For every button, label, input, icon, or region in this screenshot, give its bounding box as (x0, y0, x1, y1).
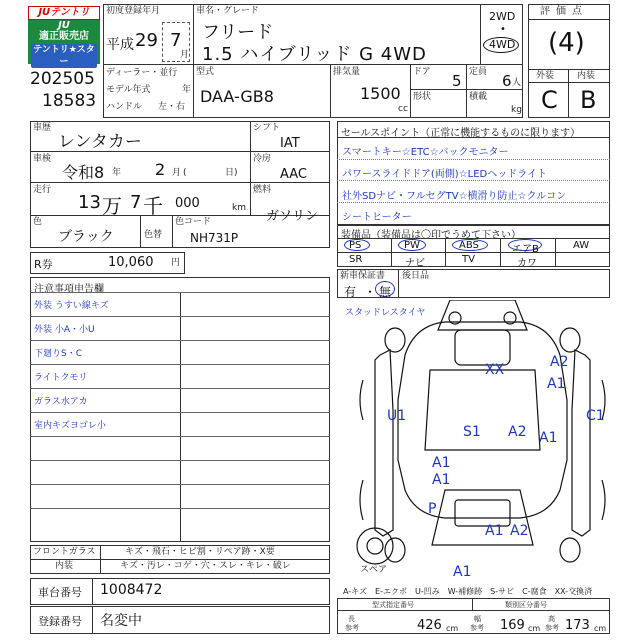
recycle-value: 10,060 (108, 255, 154, 270)
shift-value: IAT (280, 136, 300, 151)
mileage-man-unit: 万 (102, 194, 122, 218)
width-value: 169 (500, 618, 525, 633)
damage-mark: P (428, 501, 437, 517)
recycle-label: R券 (34, 258, 53, 271)
car-name: フリード (202, 22, 274, 43)
score-value: (4) (548, 28, 585, 58)
front-glass-value: キズ・飛石・ヒビ割・リペア跡・X要 (125, 547, 275, 557)
logo-dealer-line2: 適正販売店 (39, 31, 89, 42)
damage-mark: A1 (485, 523, 504, 539)
logo (28, 6, 100, 67)
height-label: 高 (548, 615, 555, 623)
damage-mark: A2 (508, 424, 527, 440)
inspection-era: 令和8 (62, 163, 105, 182)
score-label: 評価点 (540, 6, 588, 17)
mileage-rest: 000 (175, 196, 200, 211)
note-item: 外装 小A・小U (34, 325, 95, 335)
capacity-unit: 人 (512, 78, 522, 88)
type-designation-caption: 型式指定番号 (372, 601, 414, 609)
color-code: NH731P (190, 231, 239, 245)
damage-mark: A1 (432, 472, 451, 488)
damage-mark: A1 (539, 430, 558, 446)
car-right-side (572, 350, 590, 536)
interior-label: 内装 (55, 561, 74, 571)
note-item: 外装 うすい線キズ (34, 301, 109, 311)
color-label: 色 (33, 217, 43, 227)
note-item: 下廻りS・C (34, 349, 82, 359)
loading-unit: kg (511, 105, 522, 115)
length-sub: 参考 (345, 624, 359, 632)
spare-label: スペア (360, 565, 388, 575)
capacity-label: 定員 (469, 67, 488, 77)
first-reg-year: 29 (135, 30, 158, 51)
recycle-unit: 円 (171, 258, 181, 268)
damage-mark: A1 (547, 376, 566, 392)
shape-label: 形状 (413, 92, 432, 102)
notes-title: 注意事項申告欄 (34, 284, 104, 295)
first-reg-era: 平成 (106, 37, 134, 53)
equip-navi: ナビ (405, 258, 425, 269)
category-caption: 類別区分番号 (505, 601, 547, 609)
drive-4wd: 4WD (489, 38, 516, 51)
repaint-label: 色替 (144, 230, 163, 240)
inspection-month-unit: 月 (172, 168, 182, 178)
inspection-year-unit: 年 (112, 168, 122, 178)
score-int: B (580, 86, 597, 114)
loading-label: 積載 (469, 92, 488, 102)
registration-label: 登録番号 (38, 615, 82, 628)
mileage-label: 走行 (33, 185, 52, 195)
warranty-no: 無 (379, 285, 392, 299)
height-sub: 参考 (545, 624, 559, 632)
registration-value: 名変中 (100, 613, 142, 629)
doors-label: ドア (413, 67, 431, 77)
model-year-unit: 年 (182, 85, 192, 95)
model-year-label: モデル年式 (106, 85, 151, 95)
height-unit: cm (594, 624, 607, 633)
equip-tv: TV (462, 254, 475, 265)
car-front (438, 300, 527, 330)
inspection-day-open: ( (183, 168, 187, 178)
history-label: 車歴 (33, 123, 52, 133)
height-value: 173 (565, 618, 590, 633)
mileage-sen-unit: 千 (143, 194, 163, 218)
sales-point-item: パワースライドドア(両側)☆LEDヘッドライト (342, 169, 547, 180)
fuel-label: 燃料 (253, 185, 272, 195)
mileage-sen: 7 (130, 192, 142, 213)
shift-label: シフト (253, 123, 281, 133)
car-top-outline (398, 322, 567, 518)
note-item: ライトクモリ (34, 373, 88, 383)
inspection-label: 車検 (33, 154, 52, 164)
mileage-man: 13 (78, 192, 101, 213)
history-value: レンタカー (58, 132, 142, 152)
warranty-label: 新車保証書 (340, 271, 386, 281)
model-label: 型式 (196, 67, 215, 77)
color-value: ブラック (58, 229, 114, 245)
note-item: ガラス水アカ (34, 397, 88, 407)
model-value: DAA-GB8 (200, 87, 274, 106)
note-item: 室内キズヨゴレ小 (34, 421, 106, 431)
sales-point-item: 社外SDナビ・フルセグTV☆横滑り防止☆クルコン (342, 191, 567, 202)
car-roof (455, 330, 510, 365)
equip-sr: SR (349, 254, 363, 265)
logo-brand: JUテントリ (28, 6, 100, 20)
first-reg-month: 7 (170, 30, 182, 51)
equip-abs: ABS (459, 240, 479, 251)
length-unit: cm (446, 624, 459, 633)
sales-point-item: スマートキー☆ETC☆バックモニター (342, 147, 509, 158)
drive-dot: • (500, 24, 506, 35)
damage-mark: S1 (463, 424, 481, 440)
chassis-label: 車台番号 (38, 586, 82, 599)
width-unit: cm (528, 624, 541, 633)
handle-options: 左・右 (158, 102, 186, 112)
equip-aw: AW (573, 240, 590, 251)
score-ext: C (541, 86, 558, 114)
length-value: 426 (417, 618, 442, 633)
sales-point-item: シートヒーター (342, 212, 412, 223)
warranty-yes: 有 (344, 285, 357, 299)
sales-points-title: セールスポイント（正常に機能するものに限ります） (341, 128, 581, 139)
warranty-sep: ・ (364, 285, 377, 299)
first-reg-label: 初度登録年月 (106, 6, 161, 16)
dealer-label: ディーラー・並行 (106, 68, 178, 78)
car-grade: 1.5 ハイブリッド G 4WD (202, 44, 427, 65)
equip-leather: カワ (517, 258, 537, 269)
front-glass-label: フロントガラス (33, 547, 96, 557)
width-label-visible: 幅 (474, 615, 481, 623)
equip-pw: PW (404, 240, 420, 251)
inspection-month: 2 (155, 160, 166, 179)
drive-2wd: 2WD (489, 10, 516, 23)
lot-date: 202505 (30, 69, 95, 89)
damage-mark: A2 (550, 354, 569, 370)
width-sub: 参考 (470, 624, 484, 632)
car-name-label: 車名・グレード (196, 6, 260, 16)
after-item-label: 後日品 (402, 271, 430, 281)
damage-mark: U1 (387, 408, 407, 424)
color-code-label: 色コード (175, 217, 212, 227)
equip-airbag: エアB (512, 244, 539, 255)
length-label: 長 (348, 615, 355, 623)
displacement-unit: cc (398, 104, 408, 114)
logo-dealer-badge (28, 20, 100, 67)
spare-tire (357, 528, 393, 564)
damage-mark: C1 (586, 408, 605, 424)
car-diagram (335, 300, 610, 585)
studless-note: スタッドレスタイヤ (345, 308, 426, 318)
displacement-label: 排気量 (333, 67, 361, 77)
damage-mark: A1 (432, 455, 451, 471)
lot-number: 18583 (42, 91, 97, 111)
score-int-label: 内装 (577, 71, 596, 81)
handle-label: ハンドル (106, 102, 143, 112)
damage-mark: A2 (510, 523, 529, 539)
score-ext-label: 外装 (536, 71, 555, 81)
displacement-value: 1500 (360, 84, 401, 103)
fuel-value: ガソリン (266, 209, 319, 224)
damage-mark: XX (485, 362, 505, 378)
damage-legend: A-キズ E-エクボ U-凹み W-補修跡 S-サビ C-腐食 XX-交換済 (343, 587, 593, 596)
ac-label: 冷房 (253, 154, 272, 164)
ac-value: AAC (280, 167, 307, 182)
interior-value: キズ・汚レ・コゲ・穴・スレ・キレ・破レ (120, 561, 291, 571)
equip-ps: PS (349, 240, 362, 251)
damage-mark: A1 (453, 564, 472, 580)
inspection-day-unit: 日) (225, 168, 238, 178)
car-left-side (375, 350, 393, 536)
first-reg-month-unit: 月 (180, 50, 190, 60)
capacity-value: 6 (502, 72, 512, 90)
chassis-value: 1008472 (100, 582, 163, 598)
doors-value: 5 (452, 72, 462, 90)
mileage-unit: km (232, 203, 246, 213)
equipment-title: 装備品（装備品は〇印でうめて下さい） (341, 230, 521, 241)
logo-dealer-line1: JU (58, 20, 70, 31)
logo-star: テントリ★スター (31, 44, 97, 68)
